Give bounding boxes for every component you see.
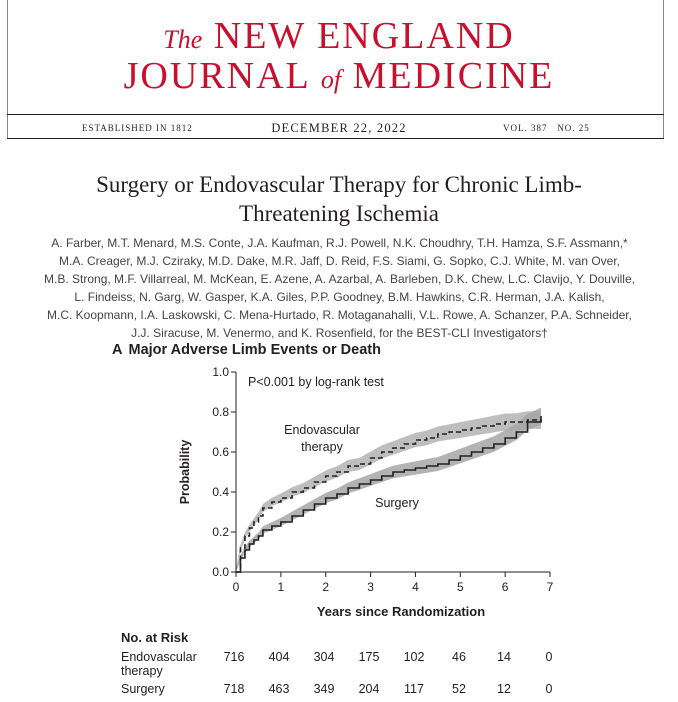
- masthead-rule-top: [7, 114, 664, 115]
- masthead-medicine: MEDICINE: [352, 55, 555, 97]
- risk-row-name-line: therapy: [121, 664, 163, 678]
- x-tick-label: 0: [232, 580, 240, 594]
- risk-count: 304: [313, 650, 335, 664]
- risk-count: 349: [313, 682, 335, 696]
- article-title: [0, 170, 678, 228]
- risk-row-name: [121, 650, 197, 678]
- x-tick-label: 2: [322, 580, 330, 594]
- masthead-new-england: NEW ENGLAND: [213, 15, 515, 57]
- risk-row-name-line: Surgery: [121, 682, 165, 696]
- y-tick-label: 0.0: [212, 565, 229, 579]
- y-tick-label: 1.0: [212, 365, 229, 379]
- volume-number: VOL. 387 NO. 25: [503, 123, 590, 133]
- author-line: M.A. Creager, M.J. Cziraky, M.D. Dake, M.R. Jaff, D. Reid, F.S. Siami, G. Sopko, C.J. White, M. van Over,: [58, 254, 621, 268]
- established-label: ESTABLISHED IN 1812: [82, 123, 193, 133]
- risk-count: 12: [497, 682, 511, 696]
- article-title-line-1: Surgery or Endovascular Therapy for Chronic Limb-: [96, 172, 582, 197]
- x-tick-label: 7: [546, 580, 554, 594]
- author-line: J.J. Siracuse, M. Venermo, and K. Rosenfield, for the BEST-CLI Investigators†: [131, 326, 548, 340]
- risk-count: 463: [268, 682, 290, 696]
- risk-row-name: [121, 682, 165, 696]
- author-line: M.B. Strong, M.F. Villarreal, M. McKean, E. Azene, A. Azarbal, A. Barleben, D.K. Chew, L.C. Clavijo, Y. Douville,: [44, 272, 635, 286]
- endovascular-series-label: Endovascular: [284, 423, 360, 437]
- author-list: [12, 234, 667, 342]
- risk-count: 52: [452, 682, 466, 696]
- risk-count: 175: [358, 650, 380, 664]
- x-tick-label: 5: [456, 580, 464, 594]
- risk-count: 204: [358, 682, 380, 696]
- risk-count: 716: [223, 650, 245, 664]
- masthead-of: of: [320, 65, 342, 94]
- author-line: M.C. Koopmann, I.A. Laskowski, C. Mena-Hurtado, R. Motaganahalli, V.L. Rowe, A. Schanzer, P.A. Schneider,: [47, 308, 632, 322]
- endovascular-confidence-band: [236, 411, 541, 572]
- log-rank-annotation: P<0.001 by log-rank test: [248, 375, 384, 389]
- risk-count: 117: [404, 682, 424, 696]
- masthead-journal: JOURNAL: [123, 55, 310, 97]
- risk-table-heading: No. at Risk: [121, 630, 189, 645]
- x-tick-label: 3: [367, 580, 374, 594]
- y-axis-label: Probability: [178, 439, 192, 505]
- article-title-line-2: Threatening Ischemia: [239, 201, 439, 226]
- issue-date: DECEMBER 22, 2022: [271, 121, 407, 135]
- kaplan-meier-chart: [0, 360, 678, 630]
- risk-count: 404: [268, 650, 290, 664]
- y-tick-label: 0.8: [212, 405, 229, 419]
- risk-count: 46: [452, 650, 466, 664]
- risk-count: 0: [545, 650, 553, 664]
- y-tick-label: 0.2: [212, 525, 229, 539]
- endovascular-series-label-line-2: therapy: [301, 440, 343, 454]
- x-axis-label: Years since Randomization: [316, 604, 486, 619]
- author-line: A. Farber, M.T. Menard, M.S. Conte, J.A. Kaufman, R.J. Powell, N.K. Choudhry, T.H. Hamza, S.F. Assmann,*: [51, 236, 628, 250]
- surgery-confidence-band: [236, 408, 541, 572]
- x-tick-label: 4: [412, 580, 419, 594]
- risk-count: 718: [223, 682, 245, 696]
- risk-count: 102: [403, 650, 425, 664]
- x-tick-label: 1: [277, 580, 285, 594]
- masthead-rule-bottom: [7, 138, 664, 139]
- y-tick-label: 0.4: [212, 485, 229, 499]
- surgery-series-label: Surgery: [375, 496, 419, 510]
- risk-count: 14: [497, 650, 511, 664]
- panel-letter: A: [112, 342, 123, 358]
- x-tick-label: 6: [501, 580, 509, 594]
- masthead-the: The: [163, 25, 203, 54]
- author-line: L. Findeiss, N. Garg, W. Gasper, K.A. Giles, P.P. Goodney, B.M. Hawkins, C.R. Herman, J.A. Kalish,: [74, 290, 605, 304]
- risk-count: 0: [545, 682, 553, 696]
- risk-row-name-line: Endovascular: [121, 650, 197, 664]
- panel-title: Major Adverse Limb Events or Death: [128, 342, 381, 358]
- masthead-line-1: [0, 14, 678, 58]
- figure-panel-label: [112, 342, 381, 358]
- masthead-line-2: [0, 54, 678, 98]
- y-tick-label: 0.6: [212, 445, 229, 459]
